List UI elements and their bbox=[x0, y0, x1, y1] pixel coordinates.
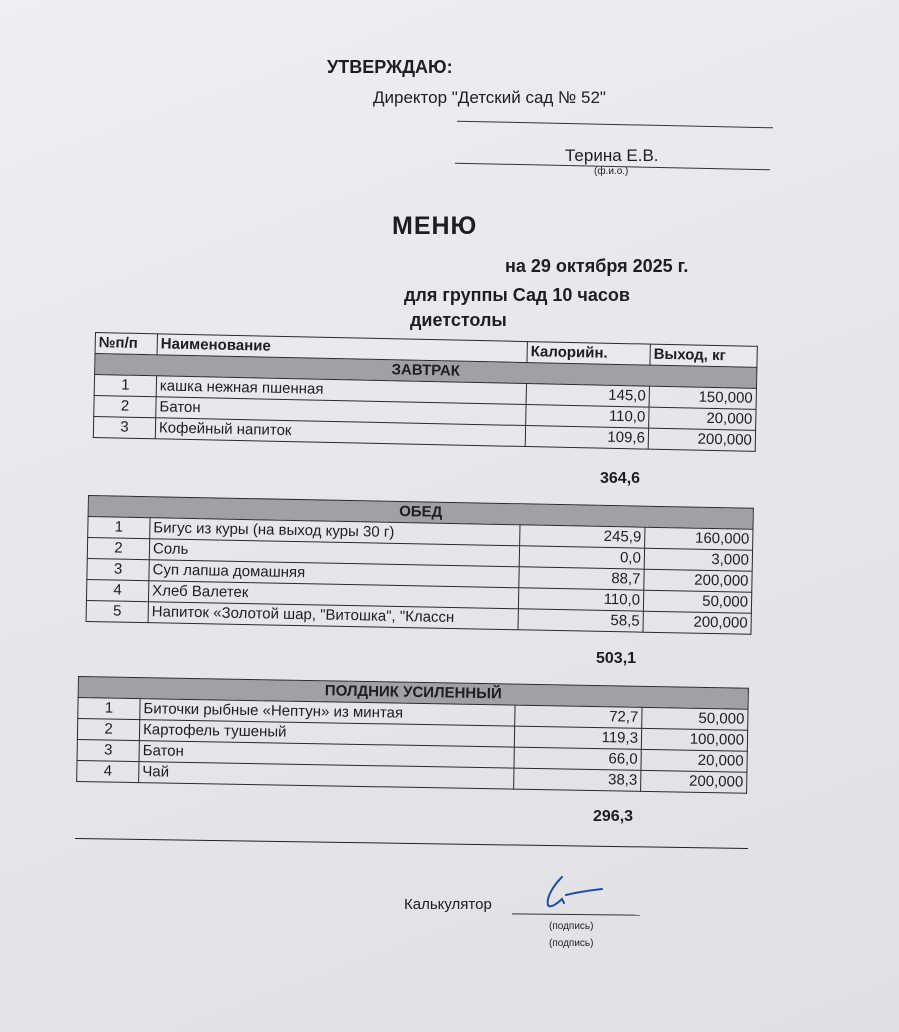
row-num: 2 bbox=[87, 538, 149, 560]
row-calories: 110,0 bbox=[526, 405, 649, 429]
row-calories: 0,0 bbox=[519, 546, 644, 569]
menu-title: МЕНЮ bbox=[392, 212, 478, 240]
signature-caption: (подпись) bbox=[549, 921, 594, 932]
section-header: ЗАВТРАК bbox=[95, 354, 757, 389]
breakfast-table bbox=[93, 332, 758, 452]
bottom-divider bbox=[75, 838, 748, 849]
signature-caption: (подпись) bbox=[549, 938, 594, 949]
row-output: 150,000 bbox=[649, 386, 756, 409]
row-output: 20,000 bbox=[641, 749, 747, 772]
row-output: 50,000 bbox=[642, 707, 748, 730]
row-calories: 110,0 bbox=[518, 588, 643, 611]
lunch-total: 503,1 bbox=[596, 650, 637, 667]
approval-heading: УТВЕРЖДАЮ: bbox=[327, 57, 453, 77]
breakfast-total: 364,6 bbox=[600, 470, 641, 487]
director-title: Директор "Детский сад № 52" bbox=[373, 88, 606, 107]
name-caption: (ф.и.о.) bbox=[594, 166, 629, 177]
row-output: 20,000 bbox=[649, 407, 756, 430]
menu-diet: диетстолы bbox=[410, 310, 507, 330]
row-output: 3,000 bbox=[644, 548, 752, 571]
menu-group: для группы Сад 10 часов bbox=[404, 285, 630, 305]
row-calories: 245,9 bbox=[520, 525, 645, 548]
row-calories: 66,0 bbox=[514, 747, 641, 770]
row-name: кашка нежная пшенная bbox=[156, 376, 526, 405]
row-name: Биточки рыбные «Нептун» из минтая bbox=[140, 699, 515, 727]
row-name: Картофель тушеный bbox=[139, 720, 514, 748]
row-name: Хлеб Валетек bbox=[148, 581, 518, 609]
row-name: Суп лапша домашняя bbox=[149, 560, 519, 588]
menu-date: на 29 октября 2025 г. bbox=[505, 256, 689, 276]
row-calories: 58,5 bbox=[518, 609, 643, 632]
row-name: Напиток «Золотой шар, "Витошка", "Классн bbox=[148, 602, 518, 630]
col-calories-header: Калорийн. bbox=[527, 342, 650, 366]
row-output: 50,000 bbox=[643, 590, 751, 613]
handwritten-signature bbox=[540, 873, 610, 913]
row-num: 2 bbox=[77, 719, 139, 741]
row-name: Чай bbox=[139, 762, 514, 790]
row-calories: 88,7 bbox=[519, 567, 644, 590]
row-num: 5 bbox=[86, 600, 148, 622]
col-num-header: №п/п bbox=[95, 333, 157, 355]
row-num: 4 bbox=[77, 760, 139, 782]
director-underline bbox=[457, 121, 773, 129]
snack-total: 296,3 bbox=[593, 808, 634, 825]
section-header: ОБЕД bbox=[88, 496, 753, 530]
row-calories: 109,6 bbox=[525, 426, 648, 450]
director-name: Терина Е.В. bbox=[565, 146, 659, 165]
row-num: 4 bbox=[86, 579, 148, 601]
row-output: 200,000 bbox=[641, 770, 747, 793]
row-name: Батон bbox=[156, 397, 526, 426]
row-name: Бигус из куры (на выход куры 30 г) bbox=[150, 518, 520, 546]
calculator-label: Калькулятор bbox=[404, 896, 492, 913]
row-num: 1 bbox=[88, 517, 150, 539]
row-calories: 38,3 bbox=[514, 768, 641, 791]
row-num: 3 bbox=[77, 739, 139, 761]
row-num: 1 bbox=[94, 375, 156, 397]
lunch-table bbox=[86, 495, 754, 635]
col-output-header: Выход, кг bbox=[650, 344, 757, 367]
row-name: Батон bbox=[139, 741, 514, 769]
row-calories: 72,7 bbox=[515, 705, 642, 728]
row-num: 3 bbox=[93, 416, 155, 438]
row-calories: 119,3 bbox=[514, 726, 641, 749]
section-header: ПОЛДНИК УСИЛЕННЫЙ bbox=[78, 677, 748, 710]
row-num: 3 bbox=[87, 558, 149, 580]
row-output: 160,000 bbox=[645, 527, 753, 550]
row-name: Кофейный напиток bbox=[155, 418, 525, 447]
col-name-header: Наименование bbox=[157, 334, 527, 363]
row-output: 200,000 bbox=[644, 569, 752, 592]
row-calories: 145,0 bbox=[526, 384, 649, 408]
row-num: 2 bbox=[94, 395, 156, 417]
row-name: Соль bbox=[149, 539, 519, 567]
row-num: 1 bbox=[78, 698, 140, 720]
row-output: 100,000 bbox=[641, 728, 747, 751]
row-output: 200,000 bbox=[643, 611, 751, 634]
signature-underline bbox=[512, 913, 640, 915]
snack-table bbox=[76, 676, 749, 794]
row-output: 200,000 bbox=[648, 428, 755, 451]
